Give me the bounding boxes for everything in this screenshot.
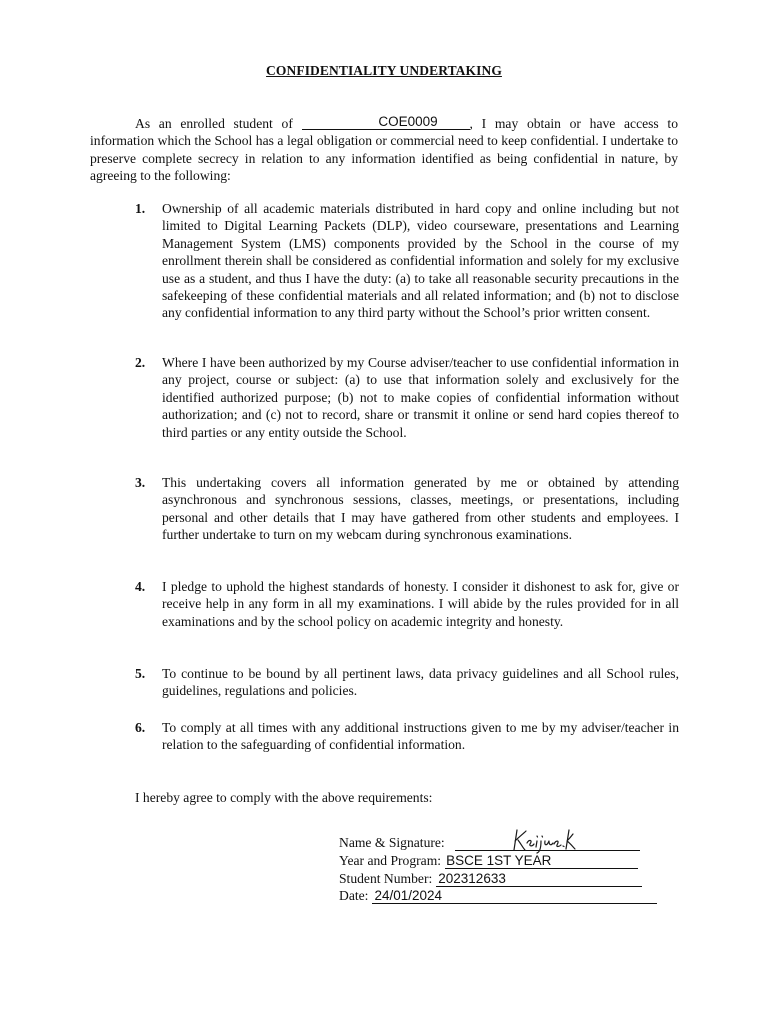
- item-text: Where I have been authorized by my Course adviser/teacher to use confidential information in any project, course or subject: (a) to use that information solely and exclusively for the identified authorized purpose; (b) not to make copies of confidential information without authorization; and (c) not to record, share or transmit it online or send hard copies thereof to third parties or any entity outside the School.: [162, 355, 679, 440]
- year-program-field[interactable]: BSCE 1ST YEAR: [445, 854, 638, 869]
- list-item: [135, 665, 679, 700]
- year-program-row: [339, 852, 638, 869]
- intro-lead: As an enrolled student of: [135, 116, 302, 131]
- item-number: 2.: [135, 355, 146, 370]
- item-number: 4.: [135, 579, 146, 594]
- item-number: 6.: [135, 720, 146, 735]
- item-number: 1.: [135, 201, 146, 216]
- school-field[interactable]: COE0009: [302, 115, 470, 130]
- item-text: To comply at all times with any additional instructions given to me by my adviser/teacher in relation to the safeguarding of confidential information.: [162, 720, 679, 753]
- intro-paragraph: [90, 115, 678, 185]
- student-number-row: [339, 870, 642, 887]
- year-program-label: Year and Program:: [339, 853, 442, 868]
- student-number-field[interactable]: 202312633: [436, 872, 642, 887]
- list-item: [135, 719, 679, 754]
- date-row: [339, 887, 657, 904]
- list-item: [135, 474, 679, 544]
- item-text: To continue to be bound by all pertinent laws, data privacy guidelines and all School rules, guidelines, regulations and policies.: [162, 666, 679, 699]
- name-signature-label: Name & Signature:: [339, 835, 445, 850]
- date-field[interactable]: 24/01/2024: [372, 889, 657, 904]
- date-label: Date:: [339, 888, 369, 903]
- student-number-label: Student Number:: [339, 871, 433, 886]
- item-text: Ownership of all academic materials distributed in hard copy and online including but not limited to Digital Learning Packets (DLP), video courseware, presentations and Learning Management System (LMS) components provided by the School in the course of my enrollment therein shall be considered as confidential information and solely for my exclusive use as a student, and thus I have the duty: (a) to take all reasonable security precautions in the safekeeping of these confidential materials and all related information; and (b) not to disclose any confidential information to any third party without the School’s prior written consent.: [162, 201, 679, 321]
- name-signature-row: [339, 834, 640, 851]
- list-item: [135, 578, 679, 630]
- intro-rest: , I may obtain or have access to information which the School has a legal obligation or commercial need to keep confidential. I undertake to preserve complete secrecy in relation to any information identified as being confidential in nature, by agreeing to the following:: [90, 116, 678, 184]
- list-item: [135, 200, 679, 322]
- item-text: I pledge to uphold the highest standards of honesty. I consider it dishonest to ask for, give or receive help in any form in all my examinations. I will abide by the rules provided for in all examinations and by the school policy on academic integrity and honesty.: [162, 579, 679, 629]
- item-number: 3.: [135, 475, 146, 490]
- item-number: 5.: [135, 666, 146, 681]
- list-item: [135, 354, 679, 441]
- document-title: CONFIDENTIALITY UNDERTAKING: [266, 63, 502, 78]
- handwritten-signature: [511, 826, 581, 854]
- item-text: This undertaking covers all information generated by me or obtained by attending asynchronous and synchronous sessions, classes, meetings, or presentations, including personal and other details that I may have gathered from other students and employees. I further undertake to turn on my webcam during synchronous examinations.: [162, 475, 679, 543]
- agreement-statement: I hereby agree to comply with the above requirements:: [135, 790, 433, 805]
